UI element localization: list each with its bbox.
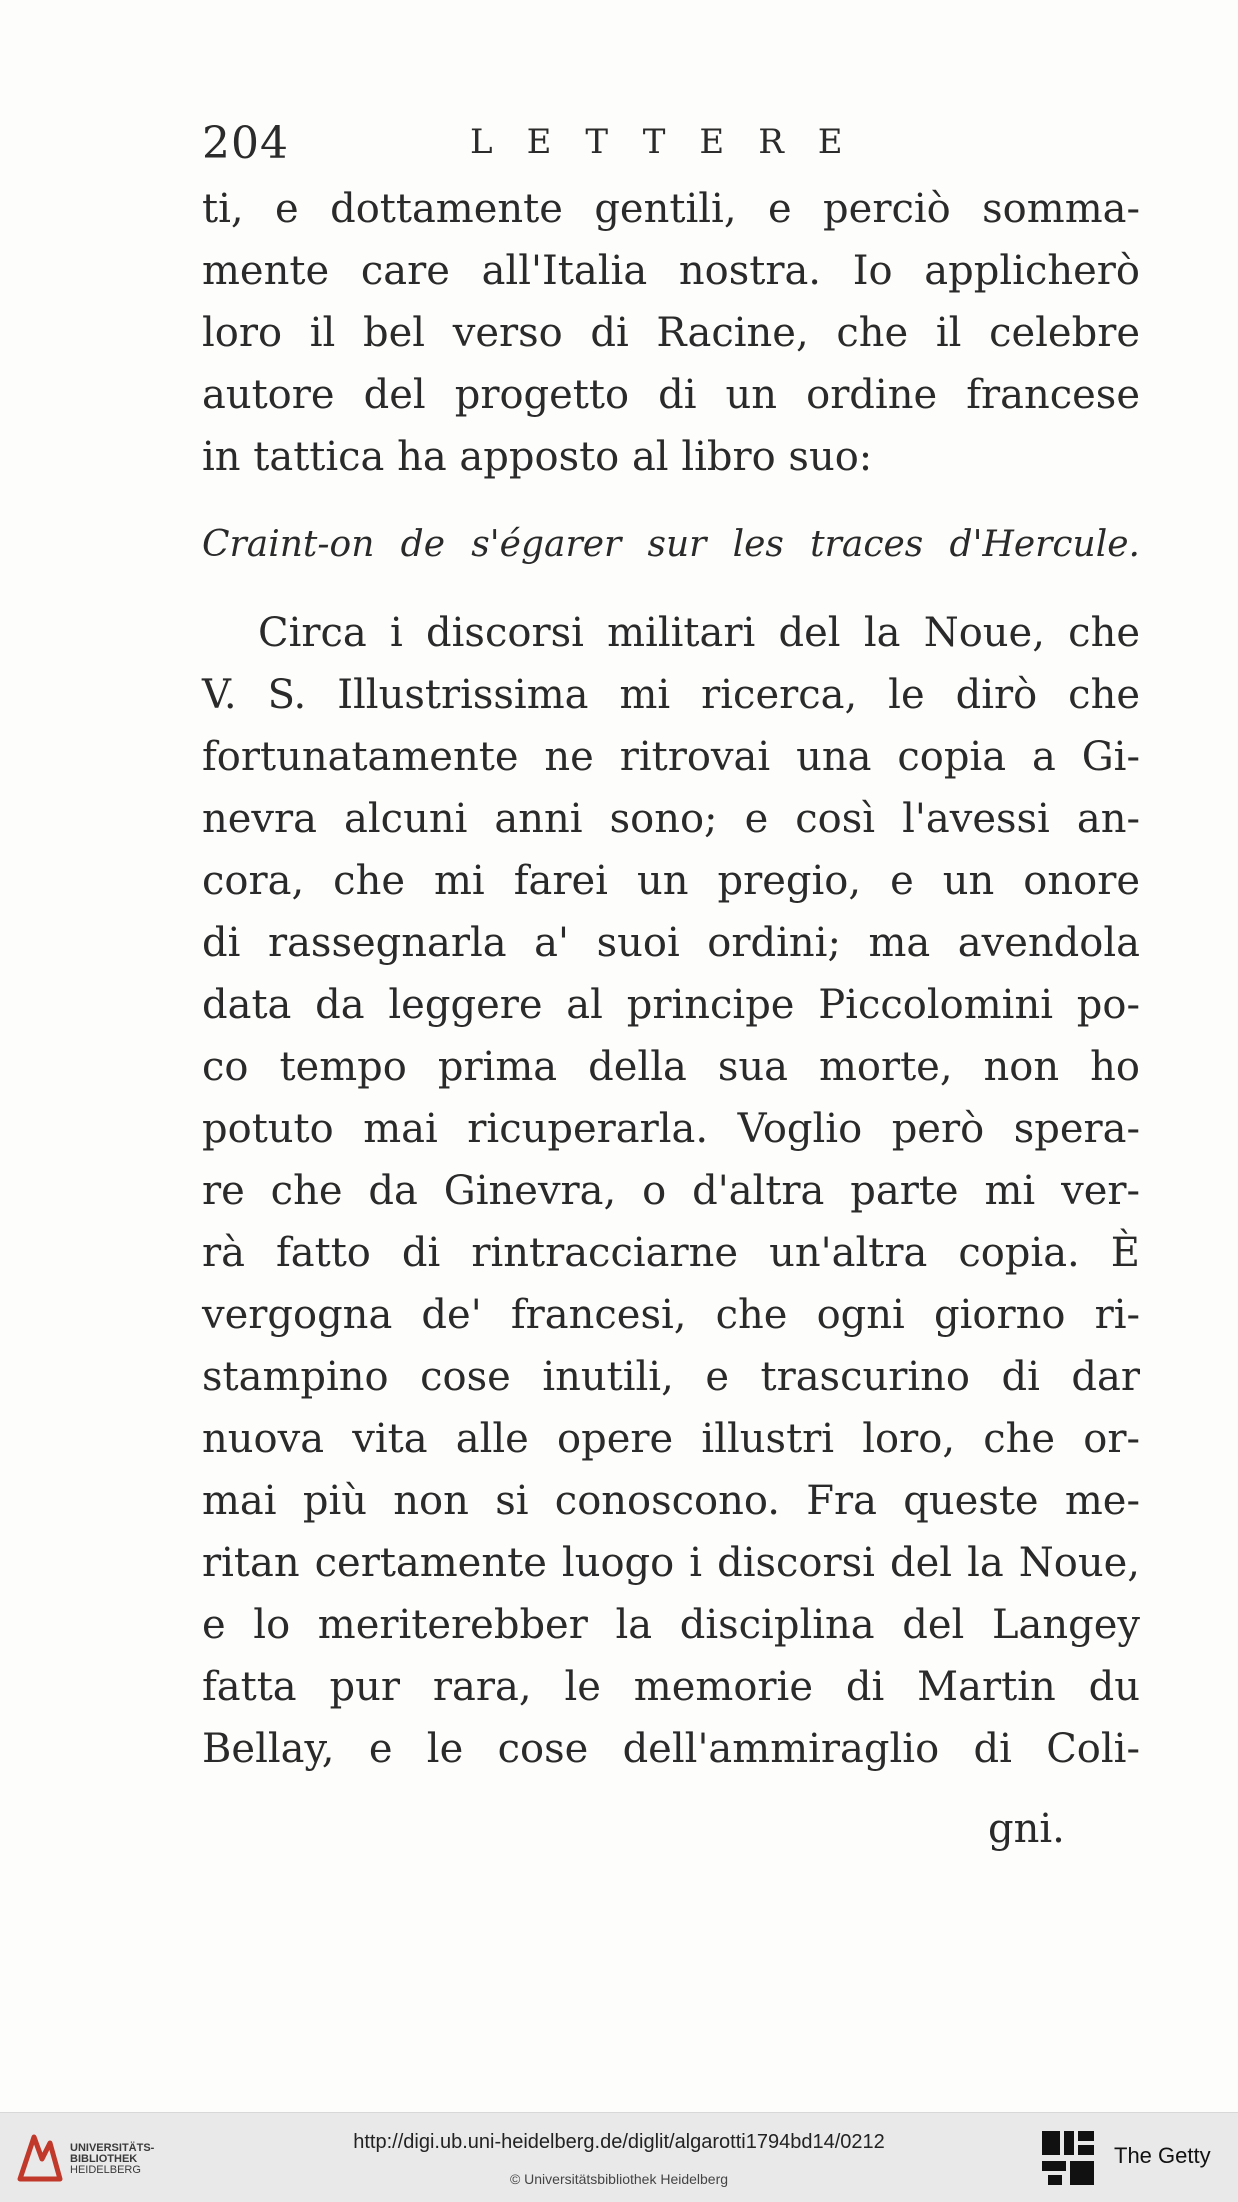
- text-line: potuto mai ricuperarla. Voglio però spera-: [202, 1106, 1140, 1152]
- permalink-url[interactable]: http://digi.ub.uni-heidelberg.de/diglit/algarotti1794bd14/0212: [353, 2131, 885, 2153]
- text-line: V. S. Illustrissima mi ricerca, le dirò che: [202, 672, 1140, 718]
- running-head: [202, 118, 1162, 178]
- library-name-line: HEIDELBERG: [70, 2164, 141, 2176]
- text-line: nevra alcuni anni sono; e così l'avessi an-: [202, 796, 1140, 842]
- text-line: co tempo prima della sua morte, non ho: [202, 1044, 1140, 1090]
- text-line: Bellay, e le cose dell'ammiraglio di Coli-: [202, 1726, 1140, 1772]
- library-name-line: UNIVERSITÄTS-: [70, 2142, 155, 2154]
- library-name-line: BIBLIOTHEK: [70, 2153, 138, 2165]
- text-line: Circa i discorsi militari del la Noue, che: [258, 610, 1140, 656]
- text-line: autore del progetto di un ordine francese: [202, 372, 1140, 418]
- catchword: gni.: [988, 1806, 1065, 1852]
- text-line: mai più non si conoscono. Fra queste me-: [202, 1478, 1140, 1524]
- page-number: 204: [202, 118, 289, 169]
- viewer-footer: [0, 2112, 1238, 2202]
- text-line: e lo meriterebber la disciplina del Langey: [202, 1602, 1140, 1648]
- text-line: in tattica ha apposto al libro suo:: [202, 434, 873, 480]
- running-title: LETTERE: [470, 122, 877, 162]
- text-line: loro il bel verso di Racine, che il celebre: [202, 310, 1140, 356]
- getty-logo-icon[interactable]: [1040, 2129, 1096, 2187]
- getty-label: The Getty: [1114, 2143, 1211, 2168]
- text-line: fatta pur rara, le memorie di Martin du: [202, 1664, 1140, 1710]
- text-line: nuova vita alle opere illustri loro, che or-: [202, 1416, 1140, 1462]
- body-text: [202, 178, 1140, 1780]
- text-line: stampino cose inutili, e trascurino di dar: [202, 1354, 1140, 1400]
- text-line: ti, e dottamente gentili, e perciò somma-: [202, 186, 1140, 232]
- text-line: di rassegnarla a' suoi ordini; ma avendola: [202, 920, 1140, 966]
- text-line: rà fatto di rintracciarne un'altra copia. È: [202, 1230, 1140, 1276]
- text-line: mente care all'Italia nostra. Io applicherò: [202, 248, 1140, 294]
- text-line: vergogna de' francesi, che ogni giorno ri-: [202, 1292, 1140, 1338]
- text-line: ritan certamente luogo i discorsi del la Noue,: [202, 1540, 1140, 1586]
- text-line: data da leggere al principe Piccolomini po-: [202, 982, 1140, 1028]
- text-line: cora, che mi farei un pregio, e un onore: [202, 858, 1140, 904]
- racine-quote: Craint-on de s'égarer sur les traces d'Hercule.: [202, 524, 1140, 565]
- text-line: fortunatamente ne ritrovai una copia a Gi-: [202, 734, 1140, 780]
- copyright-notice: © Universitätsbibliothek Heidelberg: [509, 2171, 729, 2187]
- text-line: re che da Ginevra, o d'altra parte mi ver-: [202, 1168, 1140, 1214]
